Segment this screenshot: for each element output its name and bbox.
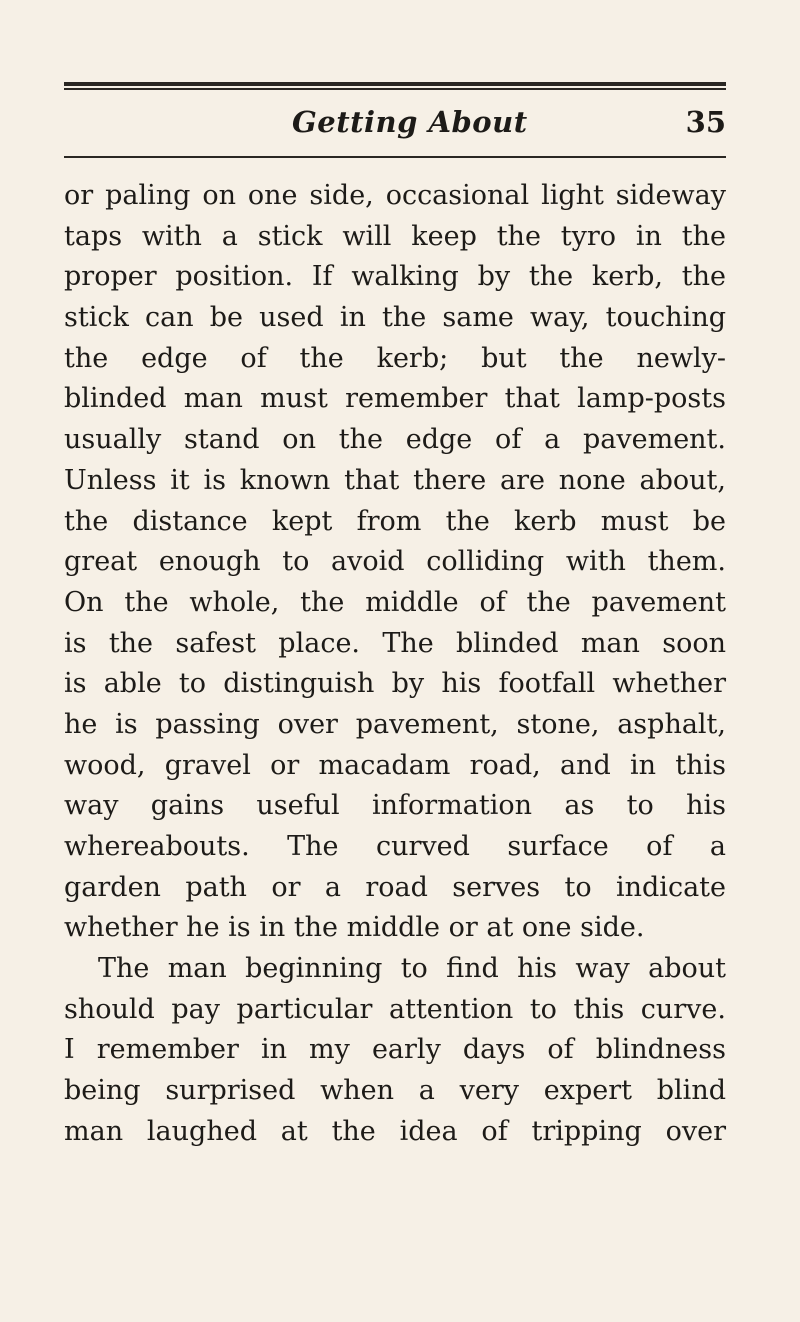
text-line: the distance kept from the kerb must be <box>64 505 726 537</box>
header-rule-bottom <box>64 156 726 158</box>
paragraph-end-line: whether he is in the middle or at one side. <box>64 912 645 944</box>
text-line: he is passing over pavement, stone, asphalt, <box>64 708 726 740</box>
text-line: I remember in my early days of blindness <box>64 1034 726 1066</box>
text-line: great enough to avoid colliding with them. <box>64 546 726 578</box>
text-line: stick can be used in the same way, touching <box>64 302 726 334</box>
text-line: usually stand on the edge of a pavement. <box>64 424 726 456</box>
header-rule-thick <box>64 82 726 86</box>
text-line: way gains useful information as to his <box>64 790 726 822</box>
text-line: On the whole, the middle of the pavement <box>64 586 726 618</box>
text-line: wood, gravel or macadam road, and in this <box>64 749 726 781</box>
text-line: Unless it is known that there are none about, <box>64 464 726 496</box>
header-rule-thin <box>64 88 726 90</box>
text-line: garden path or a road serves to indicate <box>64 871 726 903</box>
text-line: proper position. If walking by the kerb, the <box>64 261 726 293</box>
paragraph-start-line: The man beginning to find his way about <box>98 953 726 985</box>
text-line: taps with a stick will keep the tyro in the <box>64 220 726 252</box>
page-number: 35 <box>685 105 726 139</box>
body-text <box>64 176 726 1153</box>
text-line: is able to distinguish by his footfall whether <box>64 668 726 700</box>
text-line: the edge of the kerb; but the newly- <box>64 342 726 374</box>
running-head <box>64 100 726 144</box>
running-title: Getting About <box>292 105 528 139</box>
text-line: is the safest place. The blinded man soon <box>64 627 726 659</box>
text-line: or paling on one side, occasional light sideway <box>64 180 726 211</box>
text-line: whereabouts. The curved surface of a <box>64 831 726 862</box>
text-line: should pay particular attention to this curve. <box>64 993 726 1025</box>
text-line: being surprised when a very expert blind <box>64 1075 726 1107</box>
text-line: blinded man must remember that lamp-posts <box>64 383 726 415</box>
text-line: man laughed at the idea of tripping over <box>64 1115 726 1147</box>
